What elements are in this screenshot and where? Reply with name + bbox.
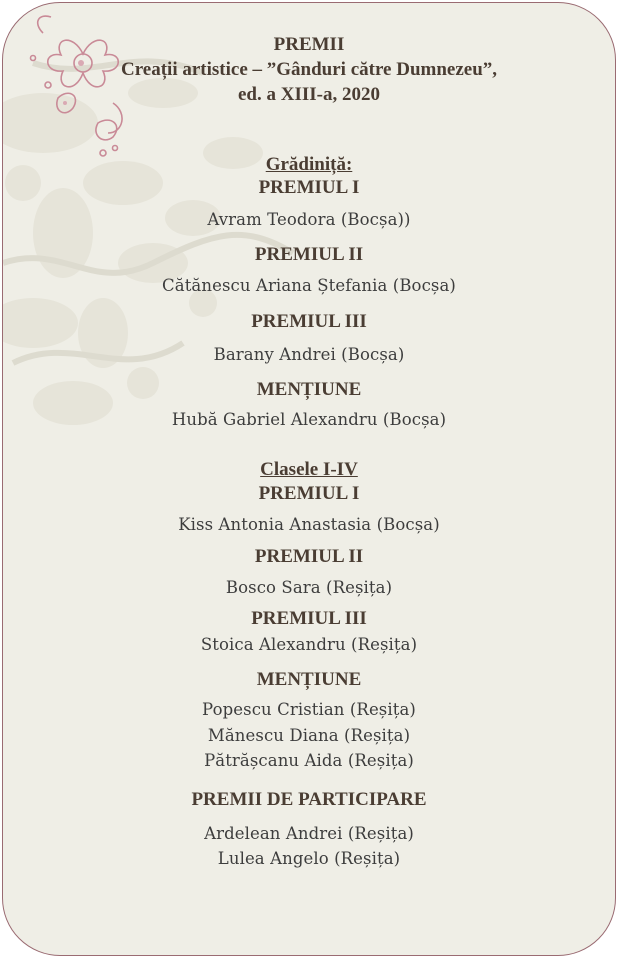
winner-name: Hubă Gabriel Alexandru (Bocșa) [171, 410, 447, 429]
award-label: PREMIUL III [251, 608, 367, 629]
winner-name: Cătănescu Ariana Ștefania (Bocșa) [162, 276, 456, 295]
header-subtitle: Creații artistice – ”Gânduri către Dumnezeu”, [120, 59, 498, 80]
header-title: PREMII [273, 34, 345, 55]
section-title: Clasele I-IV [260, 459, 358, 480]
award-label: PREMIUL II [254, 546, 364, 567]
winner-name: Popescu Cristian (Reșița) [202, 700, 416, 719]
award-label: MENȚIUNE [256, 669, 362, 690]
winner-name: Mănescu Diana (Reșița) [207, 726, 411, 745]
award-label: PREMIUL I [258, 483, 360, 504]
winner-name: Pătrășcanu Aida (Reșița) [204, 751, 414, 770]
winner-name: Stoica Alexandru (Reșița) [200, 635, 418, 654]
award-label: PREMII DE PARTICIPARE [191, 789, 427, 810]
winner-name: Bosco Sara (Reșița) [225, 578, 393, 597]
winner-name: Barany Andrei (Bocșa) [213, 345, 405, 364]
section-title: Grădiniță: [265, 154, 353, 175]
award-label: PREMIUL III [251, 311, 367, 332]
award-card [2, 2, 616, 956]
winner-name: Ardelean Andrei (Reșița) [204, 824, 414, 843]
winner-name: Kiss Antonia Anastasia (Bocșa) [178, 515, 440, 534]
winner-name: Avram Teodora (Bocșa)) [207, 210, 411, 229]
award-label: PREMIUL II [254, 244, 364, 265]
winner-name: Lulea Angelo (Reșița) [217, 849, 401, 868]
award-label: MENȚIUNE [256, 379, 362, 400]
header-edition: ed. a XIII-a, 2020 [238, 84, 380, 105]
award-label: PREMIUL I [258, 177, 360, 198]
